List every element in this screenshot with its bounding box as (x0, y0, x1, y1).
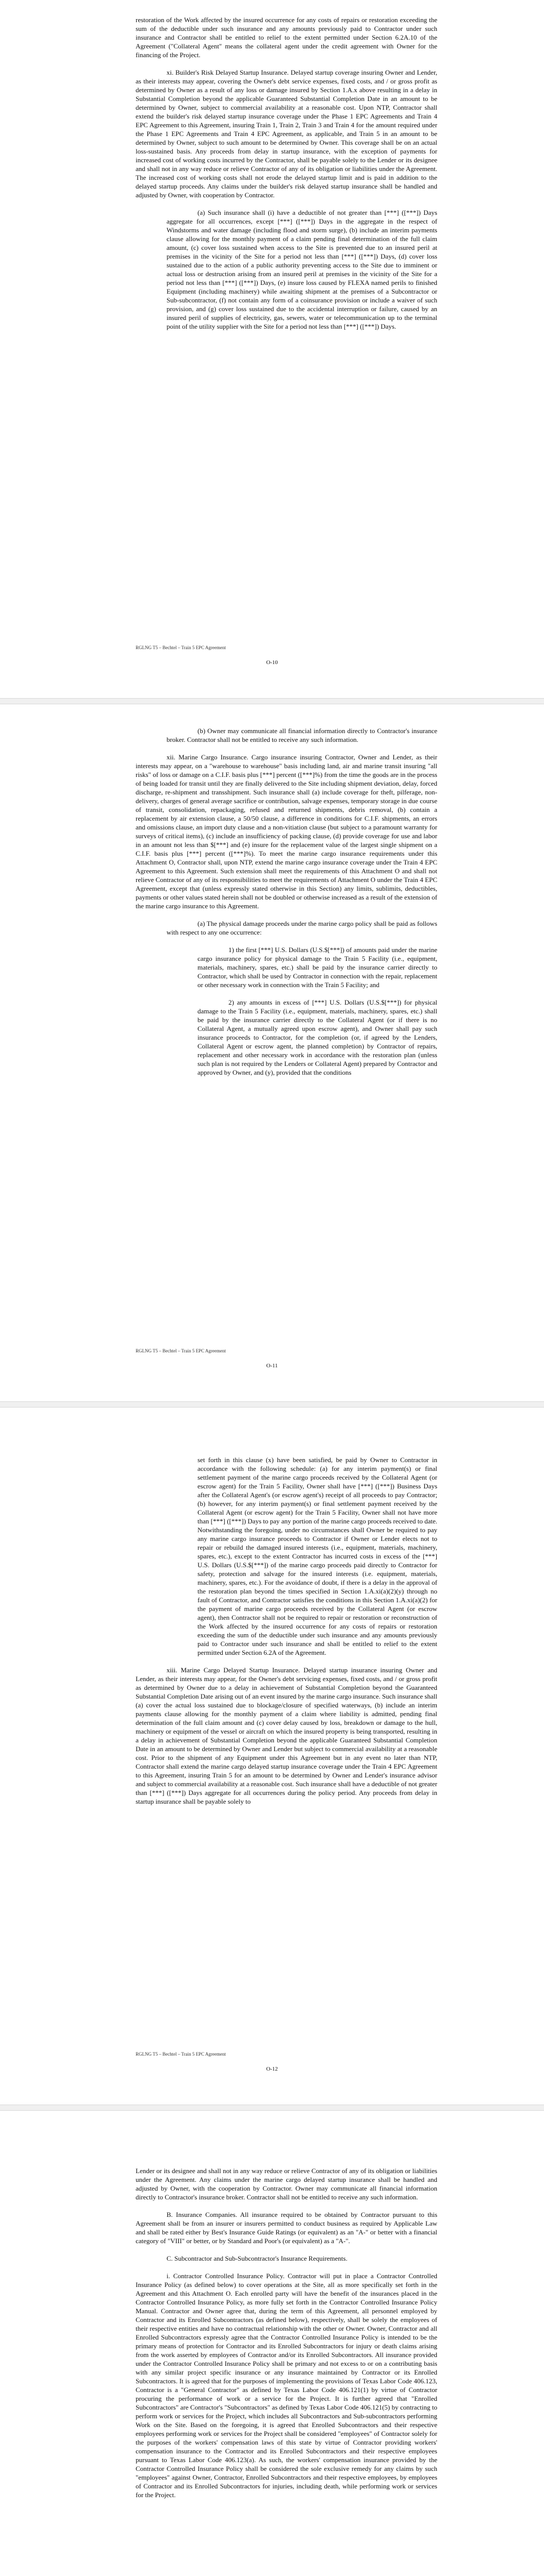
paragraph-continued: set forth in this clause (x) have been satisfied, be paid by Owner to Contractor in accordance with the following schedule: (a) for any interim payment(s) or final settlement payment of the marine cargo proceeds received by the Collateral Agent (or escrow agent) for the Train 5 Facility, Owner shall have [***] ([***]) Business Days after the Collateral Agent's (or escrow agent's) receipt of all proceeds to pay Contractor; (b) however, for any interim payment(s) or final settlement payment received by the Collateral Agent (or escrow agent) for the Train 5 Facility, Owner shall not have more than [***] ([***]) Days to pay any portion of the marine cargo proceeds received to date. Notwithstanding the foregoing, under no circumstances shall Owner be required to pay any marine cargo insurance proceeds to Contractor if Owner or Lender elects not to repair or rebuild the damaged insured interests (i.e., equipment, materials, machinery, spares, etc.), except to the extent Contractor has incurred costs in excess of the [***] U.S. Dollars (U.S.$[***]) of the marine cargo proceeds paid directly to Contractor for safety, protection and salvage for the insured interests (i.e. equipment, materials, machinery, spares, etc.). For the avoidance of doubt, if there is a delay in the approval of the restoration plan beyond the times specified in Section 1.A.xi(a)(2)(y) through no fault of Contractor, and Contractor satisfies the conditions in this Section 1.A.xi(a)(2) for the payment of marine cargo proceeds received by the Collateral Agent (or escrow agent), then Contractor shall not be required to repair or restoration or reconstruction of the Work affected by the insured occurrence for any costs of repairs or restoration exceeding the sum of the deductible under such insurance and any amounts previously paid to Contractor under such insurance and shall be entitled to relief to the extent permitted under Section 6.2A of the Agreement. (197, 1456, 437, 1656)
page-o-12 (0, 1406, 544, 2105)
paragraph-b-insurance-companies: B. Insurance Companies. All insurance required to be obtained by Contractor pursuant to this Agreement shall be from an insurer or insurers permitted to conduct business as required by Applicable Law and shall be rated either by Best's Insurance Guide Ratings (or equivalent) as an "A-" or better with a financial category of "VIII" or better, or by Standard and Poor's (or equivalent) as a "A-". (136, 2211, 437, 2245)
page-o-13 (0, 2110, 544, 2576)
paragraph-xi-a: (a) Such insurance shall (i) have a deductible of not greater than [***] ([***]) Days aggregate for all occurrences, except [***] ([***]) Days in the aggregate in the respect of Windstorms and water damage (including flood and storm surge), (b) include an interim payments clause allowing for the monthly payment of a claim pending final determination of the full claim amount, (c) cover loss sustained when access to the Site is prevented due to an insured peril at premises in the vicinity of the Site for a period not less than [***] ([***]) Days, (d) cover loss sustained due to the action of a public authority preventing access to the Site due to imminent or actual loss or destruction arising from an insured peril at premises in the vicinity of the Site for a period not less than [***] ([***]) Days, (e) insure loss caused by FLEXA named perils to finished Equipment (including machinery) while awaiting shipment at the premises of a Subcontractor or Sub-subcontractor, (f) not contain any form of a coinsurance provision or include a waiver of such provision, and (g) cover loss sustained due to the accidental interruption or failure, caused by an insured peril of supplies of electricity, gas, sewers, water or telecommunication up to the terminal point of the utility supplier with the Site for a period not less than [***] ([***]) Days. (167, 209, 437, 330)
page-number: O-11 (266, 1363, 278, 1369)
paragraph-xiii: xiii. Marine Cargo Delayed Startup Insurance. Delayed startup insurance insuring Owner and Lender, as their interests may appear, for the Owner's debt servicing expenses, fixed costs, and / or gross profit as determined by Owner due to a delay in achievement of Substantial Completion beyond the Guaranteed Substantial Completion Date arising out of an event insured by the marine cargo insurance. Such insurance shall (a) cover the actual loss sustained due to blockage/closure of specified waterways, (b) include an interim payments clause allowing for the monthly payment of a claim where liability is admitted, pending final determination of the full claim amount and (c) cover delay caused by loss, breakdown or damage to the hull, machinery or equipment of the vessel or aircraft on which the insured property is being transported, resulting in a delay in achievement of Substantial Completion beyond the applicable Guaranteed Substantial Completion Date in an amount to be determined by Owner and Lender but subject to commercial availability at a reasonable cost. Prior to the shipment of any Equipment under this Agreement but in any event no later than NTP, Contractor shall extend the marine cargo delayed startup insurance coverage under the Train 4 EPC Agreement to this Agreement, insuring Train 5 for an amount to be determined by Owner and Lender's insurance advisor and subject to commercial availability at a reasonable cost. Such insurance shall have a deductible of not greater than [***] ([***]) Days aggregate for all occurrences during the policy period. Any proceeds from delay in startup insurance shall be payable solely to (136, 1666, 437, 1805)
paragraph-c-i-ccip: i. Contractor Controlled Insurance Policy. Contractor will put in place a Contractor Controlled Insurance Policy (as defined below) to cover operations at the Site, all as more specifically set forth in the Agreement and this Attachment O. Each enrolled party will have the benefit of the insurances placed in the Contractor Controlled Insurance Policy, as more fully set forth in the Contractor Controlled Insurance Policy Manual. Contractor and Owner agree that, during the term of this Agreement, all personnel employed by Contractor and its Enrolled Subcontractors (as defined below), respectively, shall be solely the employees of their respective entities and have no contractual relationship with the other or Owner. Owner, Contractor and all Enrolled Subcontractors expressly agree that the Contractor Controlled Insurance Policy is intended to be the primary means of protection for Contractor and its Enrolled Subcontractors for injury or death claims arising from the work asserted by employees of Contractor and/or its Enrolled Subcontractors. All insurance provided under the Contractor Controlled Insurance Policy shall be primary and not excess to or on a contributing basis with any similar project specific insurance or any insurance maintained by Contractor or its Enrolled Subcontractors. It is agreed that for the purposes of implementing the provisions of Texas Labor Code 406.123, Contractor is a "General Contractor" as defined by Texas Labor Code 406.121(1) by virtue of Contractor procuring the performance of work or a service for the Project. It is further agreed that "Enrolled Subcontractors" are Contractor's "Subcontractors" as defined by Texas Labor Code 406.121(5) by contracting to perform work or services for the Project, which includes all Subcontractors and Sub-subcontractors performing Work on the Site. Based on the foregoing, it is agreed that Enrolled Subcontractors and their respective employees performing work or services for the Project shall be considered "employees" of Contractor solely for the purposes of the workers' compensation laws of this state by virtue of Contractor providing workers' compensation insurance to the Contractor and its Enrolled Subcontractors and their respective employees pursuant to Texas Labor Code 406.123(a). As such, the workers' compensation insurance provided by the Contractor Controlled Insurance Policy shall be considered the sole exclusive remedy for any claims by such "employees" against Owner, Contractor, Enrolled Subcontractors and their respective employees, by employees of Contractor and its Enrolled Subcontractors for injuries, including death, while performing work or services for the Project. (136, 2272, 437, 2499)
footer: RGLNG T5 – Bechtel – Train 5 EPC Agreement (136, 2052, 226, 2057)
page-o-11 (0, 703, 544, 1401)
page-o-10 (0, 0, 544, 698)
paragraph-xii-a: (a) The physical damage proceeds under the marine cargo policy shall be paid as follows with respect to any one occurrence: (167, 920, 437, 936)
page-text (136, 1455, 437, 1815)
footer: RGLNG T5 – Bechtel – Train 5 EPC Agreement (136, 1348, 226, 1353)
page-text (136, 15, 437, 340)
paragraph-continued: Lender or its designee and shall not in any way reduce or relieve Contractor of any of its obligation or liabilities under the Agreement. Any claims under the marine cargo delayed startup insurance shall be handled and adjusted by Owner, with the cooperation by Contractor. Owner may communicate all financial information directly to Contractor's insurance broker. Contractor shall not be entitled to receive any such information. (136, 2167, 437, 2201)
paragraph-xi: xi. Builder's Risk Delayed Startup Insurance. Delayed startup coverage insuring Owner and Lender, as their interests may appear, covering the Owner's debt service expenses, fixed costs, and / or gross profit as determined by Owner as a result of any loss or damage insured by Section 1.A.x above resulting in a delay in Substantial Completion beyond the applicable Guaranteed Substantial Completion Date in an amount to be determined by Owner, subject to commercial availability at a reasonable cost. Upon NTP, Contractor shall extend the builder's risk delayed startup insurance coverage under the Phase 1 EPC Agreements and Train 4 EPC Agreement to this Agreement, insuring Train 1, Train 2, Train 3 and Train 4 for the amount required under the Phase 1 EPC Agreements and Train 4 EPC Agreement, as applicable, and Train 5 in an amount to be determined by Owner, subject to such amount to be determined by Owner. This coverage shall be on an actual loss-sustained basis. Any proceeds from delay in startup insurance, with the exception of payments for increased cost of working costs incurred by the Contractor, shall be payable solely to the Lender or its designee and shall not in any way reduce or relieve Contractor of any of its obligation or liabilities under the Agreement. The increased cost of working costs shall not erode the delayed startup limit and is paid in addition to the delayed startup proceeds. Any claims under the builder's risk delayed startup insurance shall be handled and adjusted by Owner, with cooperation by Contractor. (136, 69, 437, 199)
paragraph-xii-a-1: 1) the first [***] U.S. Dollars (U.S.$[***]) of amounts paid under the marine cargo insurance policy for physical damage to the Train 5 Facility (i.e., equipment, materials, machinery, spares, etc.) shall be paid by the insurance carrier directly to Contractor, which shall be used by Contractor in connection with the repair, replacement or other necessary work in connection with the Train 5 Facility; and (197, 946, 437, 989)
paragraph-c-subcontractor-insurance: C. Subcontractor and Sub-Subcontractor's Insurance Requirements. (167, 2255, 348, 2262)
paragraph: restoration of the Work affected by the insured occurrence for any costs of repairs or restoration exceeding the sum of the deductible under such insurance and any amounts previously paid to Contractor under such insurance and Contractor shall be entitled to relief to the extent permitted under Section 6.2A.10 of the Agreement ("Collateral Agent" means the collateral agent under the credit agreement with Owner for the financing of the Project. (136, 16, 437, 59)
paragraph-xii: xii. Marine Cargo Insurance. Cargo insurance insuring Contractor, Owner and Lender, as their interests may appear, on a "warehouse to warehouse" basis including land, air and marine transit insuring "all risks" of loss or damage on a C.I.F. basis plus [***] percent ([***]%) from the time the goods are in the process of being loaded for transit until they are finally delivered to the Site including shipment deviation, delay, forced discharge, re-shipment and transshipment. Such insurance shall (a) include coverage for theft, pilferage, non-delivery, charges of general average sacrifice or contribution, salvage expenses, temporary storage in due course of transit, consolidation, repackaging, refused and returned shipments, debris removal, (b) contain a replacement by air extension clause, a 50/50 clause, a difference in conditions for C.I.F. shipments, an errors and omissions clause, an import duty clause and a non-vitiation clause (but subject to a paramount warranty for surveys of critical items), (c) include an insufficiency of packing clause, (d) provide coverage for use and labor in an amount not less than $[***] and (e) insure for the replacement value of the largest single shipment on a C.I.F. basis plus [***] percent ([***]%). To meet the marine cargo insurance requirements under this Attachment O, Contractor shall, upon NTP, extend the marine cargo insurance coverage under the Train 4 EPC Agreement to this Agreement. Such extension shall meet the requirements of this Attachment O and shall not relieve Contractor of any of its responsibilities to meet the requirements of Attachment O under the Train 4 EPC Agreement, except that (unless expressly stated otherwise in this Section) any limits, sublimits, deductibles, payments or other values stated herein shall not be doubled or otherwise increased as a result of the extension of the marine cargo insurance to this Agreement. (136, 753, 437, 910)
paragraph-xi-b: (b) Owner may communicate all financial information directly to Contractor's insurance broker. Contractor shall not be entitled to receive any such information. (167, 727, 437, 743)
page-text (136, 726, 437, 1086)
page-text (136, 2166, 437, 2508)
footer: RGLNG T5 – Bechtel – Train 5 EPC Agreement (136, 645, 226, 650)
page-number: O-10 (266, 659, 278, 666)
paragraph-xii-a-2: 2) any amounts in excess of [***] U.S. Dollars (U.S.$[***]) for physical damage to the Train 5 Facility (i.e., equipment, materials, machinery, spares, etc.) shall be paid by the insurance carrier directly to the Collateral Agent (or if there is no Collateral Agent, a mutually agreed upon escrow agent), and Owner shall pay such insurance proceeds to Contractor, for the completion (or, if agreed by the Lenders, Collateral Agent or escrow agent, the planned completion) by Contractor of repairs, replacement and other necessary work in accordance with the restoration plan (unless such plan is not required by the Lenders or Collateral Agent) prepared by Contractor and approved by Owner, and (y), provided that the conditions (197, 998, 437, 1076)
page-number: O-12 (266, 2066, 278, 2072)
